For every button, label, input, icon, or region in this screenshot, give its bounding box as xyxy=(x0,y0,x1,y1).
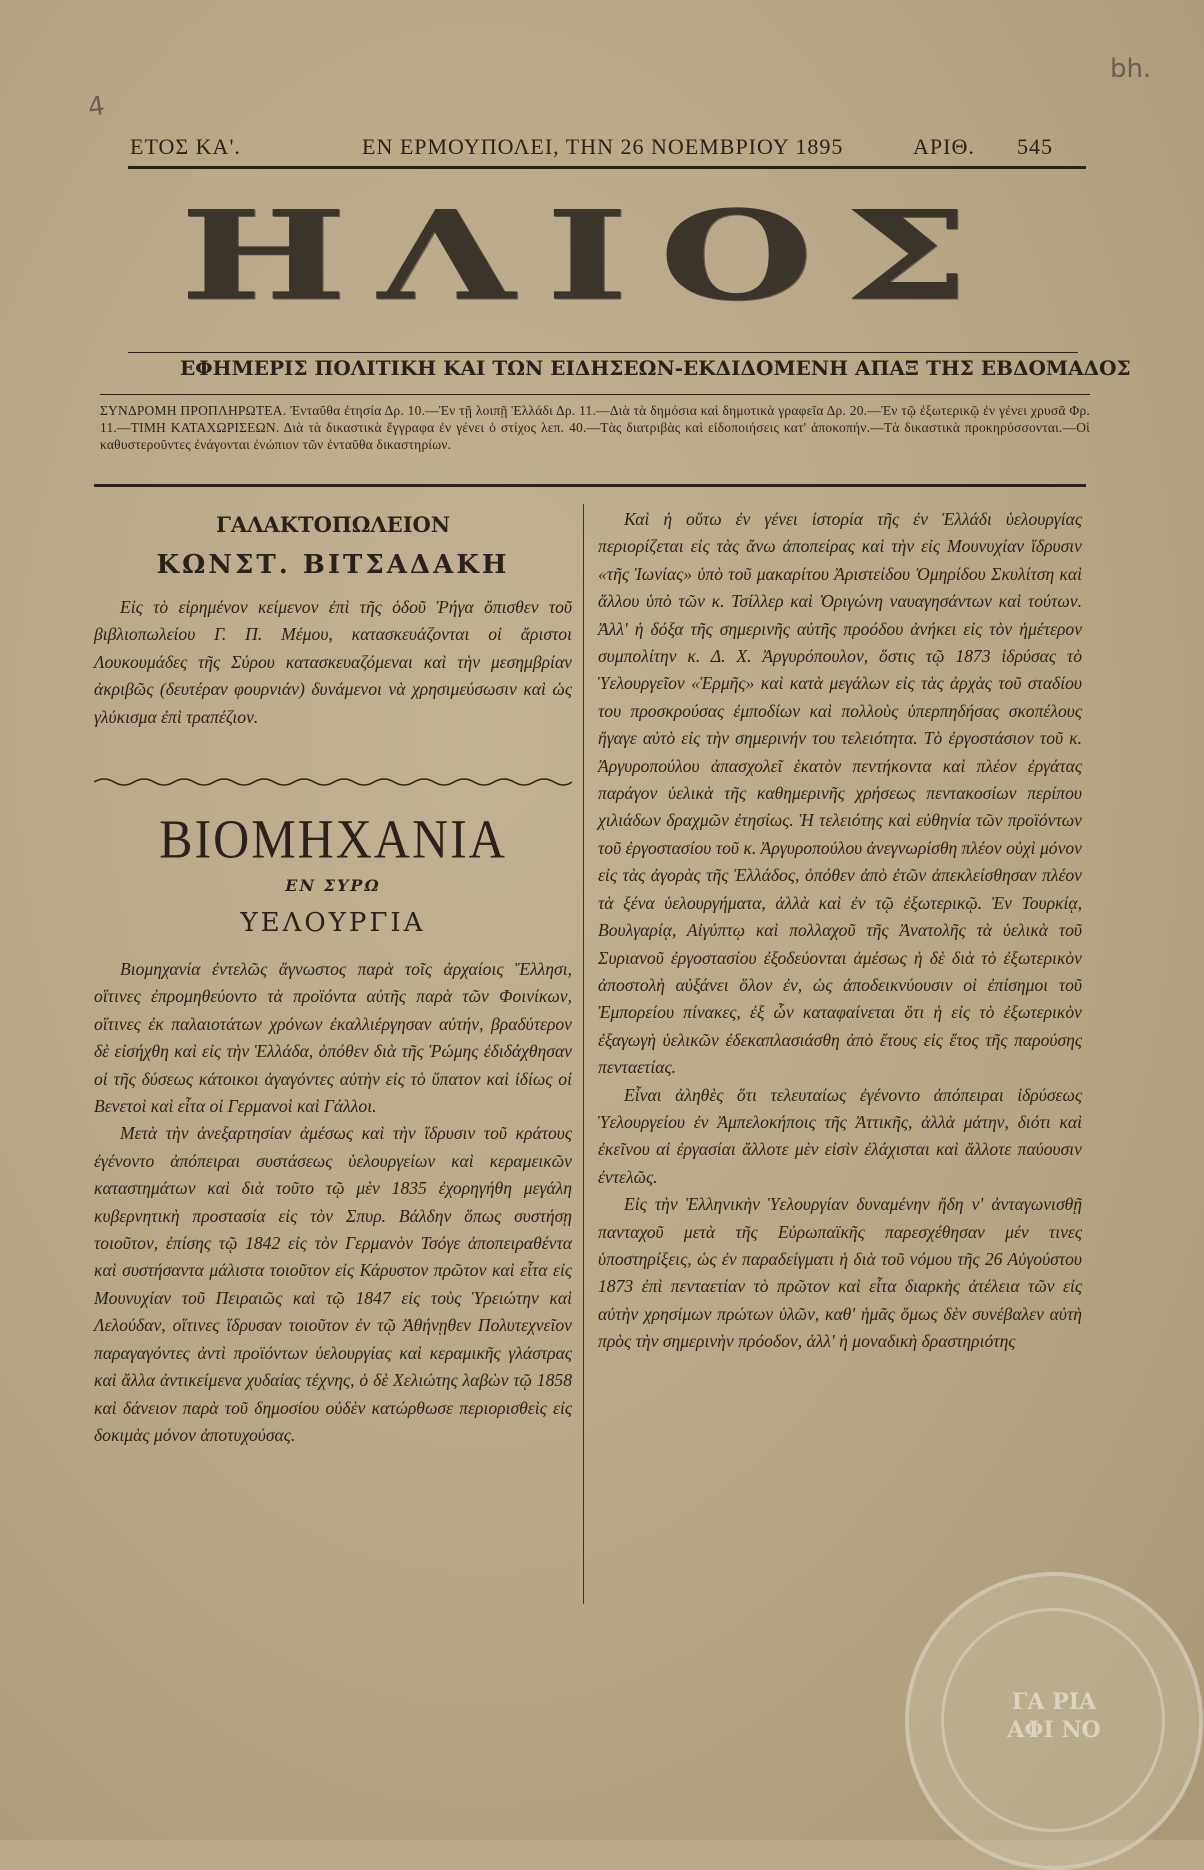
article-paragraph: Εἶναι ἀληθὲς ὅτι τελευταίως ἐγένοντο ἀπόπειραι ἱδρύσεως Ὑελουργείου ἐν Ἀμπελοκήποις τῆς Ἀττικῆς, ἀλλὰ μάτην, διότι καὶ ἐκεῖνου αἱ ἐργασίαι ἄλλοτε μὲν εἰσὶν ἐλάχισται καὶ ἄλλοτε παύουσιν ἐντελῶς. xyxy=(598,1084,1082,1187)
ad-text xyxy=(94,594,572,731)
article-right-column xyxy=(598,506,1082,1356)
columns-rule-top xyxy=(94,484,1086,487)
masthead-info-bar xyxy=(130,134,1086,164)
article-heading: ΒΙΟΜΗΧΑΝΙΑ xyxy=(159,808,507,870)
subtitle-rule-top xyxy=(128,352,1078,353)
ad-heading: ΓΑΛΑΚΤΟΠΩΛΕΙΟΝ xyxy=(215,512,451,537)
handwritten-mark-left: 4 xyxy=(85,90,107,124)
newspaper-title: ΗΛΙΟΣ xyxy=(179,183,1000,329)
year-label: ΕΤΟΣ ΚΑ'. xyxy=(130,134,241,159)
article-subheading: ΕΝ ΣΥΡΩ xyxy=(285,876,381,895)
article-paragraph: Καὶ ἡ οὕτω ἐν γένει ἱστορία τῆς ἐν Ἑλλάδι ὑελουργίας περιορίζεται εἰς τὰς ἄνω ἀποπείρας καὶ τὴν εἰς Μουνυχίαν ἵδρυσιν «τῆς Ἰωνίας» ὑπὸ τοῦ μακαρίτου Ἀριστείδου Ὁμηρίδου Σκυλίτση καὶ ἄλλου ὑπὸ τῶν κ. Τσίλλερ καὶ Ὀριγώνη ναυαγησάντων καὶ τούτων. Ἀλλ' ἡ δόξα τῆς σημερινῆς αὐτῆς προόδου ἀνήκει εἰς τὸν ἡμέτερον συμπολίτην κ. Δ. Χ. Ἀργυρόπουλον, ὅστις τῷ 1873 ἱδρύσας τὸ Ὑελουργεῖον «Ἑρμῆς» καὶ κατὰ μεγάλων εἰς τὰς ἀρχὰς τοῦ σταδίου του προσκρούσας ἐμποδίων καὶ πολλοὺς ὑπερπηδήσας σκοπέλους ἤγαγε αὐτὸ εἰς τὴν σημερινήν του τελειότητα. Τὸ ἐργοστάσιον τοῦ κ. Ἀργυροπούλου ἀπασχολεῖ ἑκατὸν πεντήκοντα καὶ πλέον ἐργάτας παράγον ὑελικὰ τῆς καθημερινῆς χρήσεως πεντακοσίων περίπου χιλιάδων δραχμῶν ἐτησίως. Ἡ τελειότης καὶ εὐθηνία τῶν προϊόντων τοῦ ἐργοστασίου τοῦ κ. Ἀργυροπούλου ἀνεγνωρίσθη πλέον οὐχὶ μόνον εἰς τὰς ἀγορὰς τῆς Ἑλλάδος, ὁπόθεν ἀπὸ ἐτῶν ἀπεκλείσθησαν πλέον τὰ ξένα ὑελουργήματα, ἀλλὰ καὶ ἐν τῷ ἐξωτερικῷ. Ἐν Τουρκίᾳ, Βουλγαρίᾳ, Αἰγύπτῳ καὶ πολλαχοῦ τῆς Ἀνατολῆς τὰ ὑελικὰ τοῦ Συριανοῦ ἐργοστασίου ἐξοδεύονται ἀμέσως ἡ δὲ διὰ τὸ ἐξωτερικὸν ἀποστολὴ αὐξάνει ὅλον ἐν, ὡς ἀποδεικνύουσιν οἱ ἐπίσημοι τοῦ Ἐμπορείου πίνακες, ἐξ ὧν καταφαίνεται ὅτι ἡ εἰς τὸ ἐξωτερικὸν ἐξαγωγὴ ὑελικῶν ἐδεκαπλασιάσθη ἀπὸ ἔτους εἰς ἔτος τῆς παρούσης πενταετίας. xyxy=(598,509,1082,1078)
ad-paragraph: Εἰς τὸ εἰρημένον κείμενον ἐπὶ τῆς ὁδοῦ Ῥήγα ὄπισθεν τοῦ βιβλιοπωλείου Γ. Π. Μέμου, κατασκευάζονται οἱ ἄριστοι Λουκουμάδες τῆς Σύρου κατασκευαζόμεναι καὶ τὴν μεσημβρίαν ἀκριβῶς (δευτέραν φουρνιάν) δυνάμενοι νὰ χρησιμεύσωσιν καὶ ὡς γλύκισμα ἐπὶ τραπέζιον. xyxy=(94,597,572,727)
article-subheading-2: ΥΕΛΟΥΡΓΙΑ xyxy=(240,908,426,938)
article-left-column xyxy=(94,956,572,1449)
article-paragraph: Βιομηχανία ἐντελῶς ἄγνωστος παρὰ τοῖς ἀρχαίοις Ἕλλησι, οἵτινες ἐπρομηθεύοντο τὰ προϊόντα αὐτῆς παρὰ τῶν Φοινίκων, οἵτινες ἐκ παλαιοτάτων χρόνων ἐκαλλιέργησαν αὐτήν, βραδύτερον δὲ εἰσήχθη καὶ εἰς τὴν Ἑλλάδα, ὁπόθεν διὰ τῆς Ῥώμης ἐδιδάχθησαν οἱ τῆς δύσεως κάτοικοι ἀγαγόντες αὐτὴν εἰς τὸ ὕπατον καὶ ἰδίως οἱ Βενετοὶ καὶ εἶτα οἱ Γερμανοὶ καὶ Γάλλοι. xyxy=(94,959,572,1117)
place-date: ΕΝ ΕΡΜΟΥΠΟΛΕΙ, ΤΗΝ 26 ΝΟΕΜΒΡΙΟΥ 1895 xyxy=(362,134,844,159)
seal-text: ΓΑ ΡΙΑ ΑΦΙ ΝΟ xyxy=(1007,1689,1101,1743)
subscription-terms: ΣΥΝΔΡΟΜΗ ΠΡΟΠΛΗΡΩΤΕΑ. Ἐνταῦθα ἐτησία Δρ. 10.—Ἐν τῇ λοιπῇ Ἑλλάδι Δρ. 11.—Διὰ τὰ δημόσια καὶ δημοτικὰ γραφεῖα Δρ. 20.—Ἐν τῷ ἐξωτερικῷ ἐν γένει χρυσᾶ Φρ. 11.—ΤΙΜΗ ΚΑΤΑΧΩΡΙΣΕΩΝ. Διὰ τὰ δικαστικὰ ἔγγραφα ἐν γένει ὁ στίχος λεπ. 40.—Τὰς διατριβὰς καὶ εἰδοποιήσεις κατ' ἀποκοπήν.—Τὰ δικαστικὰ προκηρύσσονται.—Οἱ καθυστεροῦντες ἐνάγονται ἐνώπιον τῶν ἐνταῦθα δικαστηρίων. xyxy=(100,403,1090,452)
column-divider xyxy=(583,504,584,1604)
wavy-divider xyxy=(94,776,572,788)
issue-number: 545 xyxy=(1017,134,1053,159)
masthead-rule-top xyxy=(128,166,1086,169)
newspaper-subtitle: ΕΦΗΜΕΡΙΣ ΠΟΛΙΤΙΚΗ ΚΑΙ ΤΩΝ ΕΙΔΗΣΕΩΝ-ΕΚΔΙΔΟΜΕΝΗ ΑΠΑΞ ΤΗΣ ΕΒΔΟΜΑΔΟΣ xyxy=(180,356,1131,380)
article-paragraph: Εἰς τὴν Ἑλληνικὴν Ὑελουργίαν δυναμένην ἤδη ν' ἀνταγωνισθῇ πανταχοῦ μετὰ τῆς Εὐρωπαϊκῆς παρεσχέθησαν μέν τινες ὑποστηρίξεις, ὡς ἐν παραδείγματι ἡ διὰ τοῦ νόμου τῆς 26 Αὐγούστου 1873 ἐπὶ πενταετίαν τὸ πρῶτον καὶ εἶτα διαρκὴς ἀτέλεια τῶν εἰς αὐτὴν χρησίμων πρώτων ὑλῶν, καθ' ἡμᾶς ὅμως δὲν συνέβαλεν αὐτὴ πρὸς τὴν σημερινὴν πρόοδον, ἀλλ' ἡ μοναδικὴ δραστηριότης xyxy=(598,1194,1082,1352)
handwritten-mark-right: bh. xyxy=(1110,54,1152,84)
library-seal-stamp xyxy=(905,1572,1203,1870)
article-paragraph: Μετὰ τὴν ἀνεξαρτησίαν ἀμέσως καὶ τὴν ἵδρυσιν τοῦ κράτους ἐγένοντο ἀπόπειραι συστάσεως ὑελουργείων καὶ κεραμεικῶν καταστημάτων καὶ διὰ τοῦτο τῷ μὲν 1835 ἐχορηγήθη μεγάλη κυβερνητικὴ προστασία εἰς τὸν Σπυρ. Βάλδην ὅπως συστήσῃ τοιοῦτον, ἐπίσης τῷ 1842 εἰς τὸν Γερμανὸν Τσόγε ἀποπειραθέντα καὶ συστήσαντα μάλιστα τοιοῦτον εἰς Κάρυστον πρῶτον καὶ εἶτα εἰς Μουνυχίαν τοῦ Πειραιῶς καὶ τῷ 1847 εἰς τοὺς Ὑρειώτην καὶ Λελούδαν, οἵτινες ἵδρυσαν τοιοῦτον ἐν τῷ Ἀθήνῃθεν Πολυτεχνεῖον παραγαγόντες ἀντὶ προϊόντων ὑελουργίας καὶ κεραμικῆς γλάστρας καὶ ἄλλα ἀντικείμενα χυδαίας τέχνης, ὁ δὲ Χελιώτης λαβὼν τῷ 1858 καὶ δάνειον παρὰ τοῦ δημοσίου οὐδὲν κατώρθωσε περιορισθεὶς εἰς δοκιμὰς μόνον ἀποτυχούσας. xyxy=(94,1123,572,1445)
subtitle-rule-bottom xyxy=(100,394,1090,395)
issue-label: ΑΡΙΘ. xyxy=(913,134,975,159)
ad-name: ΚΩΝΣΤ. ΒΙΤΣΑΔΑΚΗ xyxy=(156,550,510,580)
